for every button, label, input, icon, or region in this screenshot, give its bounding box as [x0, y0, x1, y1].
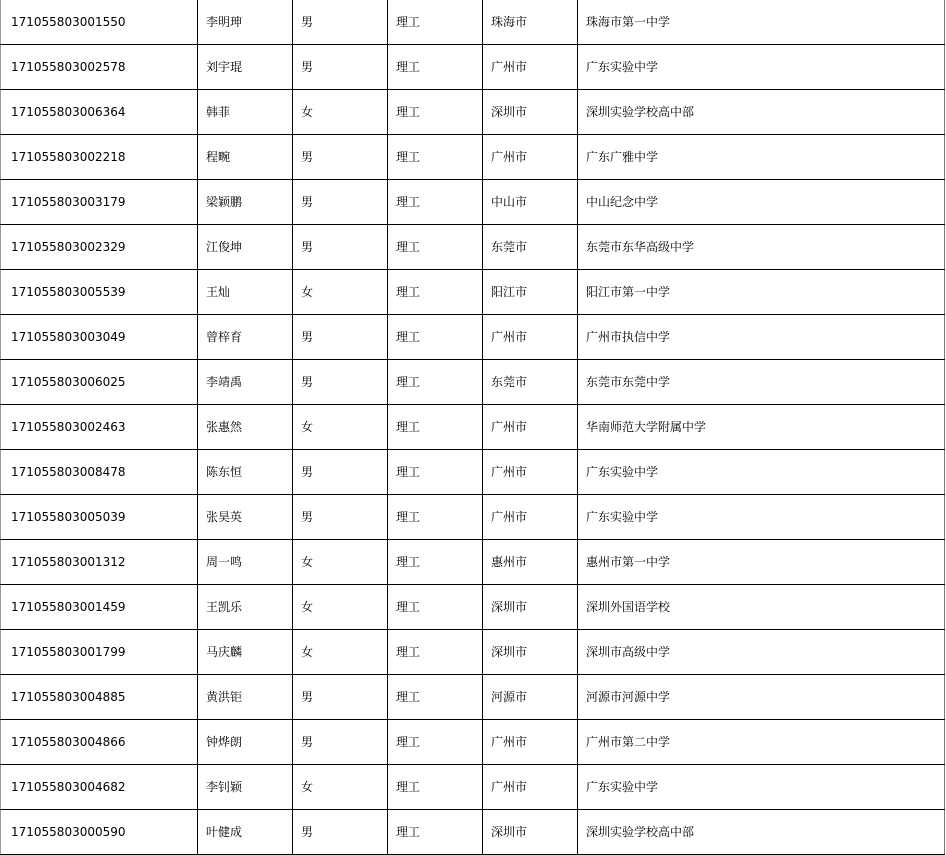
table-row — [1, 540, 945, 585]
city-cell: 广州市 — [483, 135, 578, 180]
gender-cell: 女 — [293, 540, 388, 585]
school-name-cell: 东莞市东华高级中学 — [578, 225, 945, 270]
gender-cell: 男 — [293, 180, 388, 225]
gender-cell: 男 — [293, 315, 388, 360]
subject-category-cell: 理工 — [388, 180, 483, 225]
gender-cell: 女 — [293, 270, 388, 315]
gender-cell: 女 — [293, 585, 388, 630]
subject-category-cell: 理工 — [388, 90, 483, 135]
school-name-cell: 广州市第二中学 — [578, 720, 945, 765]
school-name-cell: 河源市河源中学 — [578, 675, 945, 720]
city-cell: 广州市 — [483, 765, 578, 810]
school-name-cell: 珠海市第一中学 — [578, 0, 945, 45]
table-row — [1, 315, 945, 360]
exam-number-cell: 171055803003049 — [1, 315, 198, 360]
school-name-cell: 广东实验中学 — [578, 45, 945, 90]
school-name-cell: 广东实验中学 — [578, 495, 945, 540]
table-row — [1, 45, 945, 90]
gender-cell: 女 — [293, 630, 388, 675]
student-name-cell: 程畹 — [198, 135, 293, 180]
exam-number-cell: 171055803004682 — [1, 765, 198, 810]
gender-cell: 女 — [293, 765, 388, 810]
table-row — [1, 630, 945, 675]
table-row — [1, 585, 945, 630]
student-name-cell: 张昊英 — [198, 495, 293, 540]
city-cell: 深圳市 — [483, 810, 578, 855]
table-row — [1, 495, 945, 540]
subject-category-cell: 理工 — [388, 585, 483, 630]
exam-number-cell: 171055803000590 — [1, 810, 198, 855]
exam-number-cell: 171055803002463 — [1, 405, 198, 450]
gender-cell: 男 — [293, 495, 388, 540]
gender-cell: 女 — [293, 90, 388, 135]
gender-cell: 男 — [293, 45, 388, 90]
gender-cell: 男 — [293, 720, 388, 765]
student-name-cell: 曾梓育 — [198, 315, 293, 360]
subject-category-cell: 理工 — [388, 765, 483, 810]
subject-category-cell: 理工 — [388, 0, 483, 45]
table-row — [1, 720, 945, 765]
subject-category-cell: 理工 — [388, 450, 483, 495]
table-row — [1, 765, 945, 810]
exam-number-cell: 171055803001312 — [1, 540, 198, 585]
city-cell: 珠海市 — [483, 0, 578, 45]
school-name-cell: 广东广雅中学 — [578, 135, 945, 180]
gender-cell: 男 — [293, 225, 388, 270]
school-name-cell: 深圳实验学校高中部 — [578, 810, 945, 855]
exam-number-cell: 171055803001799 — [1, 630, 198, 675]
subject-category-cell: 理工 — [388, 225, 483, 270]
table-row — [1, 225, 945, 270]
subject-category-cell: 理工 — [388, 270, 483, 315]
exam-number-cell: 171055803004866 — [1, 720, 198, 765]
city-cell: 深圳市 — [483, 630, 578, 675]
exam-number-cell: 171055803001459 — [1, 585, 198, 630]
gender-cell: 男 — [293, 810, 388, 855]
table-row — [1, 270, 945, 315]
exam-number-cell: 171055803002329 — [1, 225, 198, 270]
subject-category-cell: 理工 — [388, 675, 483, 720]
city-cell: 广州市 — [483, 405, 578, 450]
gender-cell: 男 — [293, 675, 388, 720]
exam-number-cell: 171055803005039 — [1, 495, 198, 540]
city-cell: 河源市 — [483, 675, 578, 720]
subject-category-cell: 理工 — [388, 360, 483, 405]
subject-category-cell: 理工 — [388, 540, 483, 585]
school-name-cell: 深圳外国语学校 — [578, 585, 945, 630]
city-cell: 深圳市 — [483, 90, 578, 135]
exam-number-cell: 171055803006025 — [1, 360, 198, 405]
table-row — [1, 405, 945, 450]
school-name-cell: 中山纪念中学 — [578, 180, 945, 225]
student-name-cell: 叶健成 — [198, 810, 293, 855]
gender-cell: 女 — [293, 405, 388, 450]
exam-number-cell: 171055803003179 — [1, 180, 198, 225]
student-name-cell: 王凯乐 — [198, 585, 293, 630]
table-row — [1, 360, 945, 405]
subject-category-cell: 理工 — [388, 405, 483, 450]
school-name-cell: 深圳市高级中学 — [578, 630, 945, 675]
student-name-cell: 黄洪钜 — [198, 675, 293, 720]
school-name-cell: 广东实验中学 — [578, 765, 945, 810]
city-cell: 广州市 — [483, 45, 578, 90]
subject-category-cell: 理工 — [388, 495, 483, 540]
school-name-cell: 惠州市第一中学 — [578, 540, 945, 585]
gender-cell: 男 — [293, 450, 388, 495]
subject-category-cell: 理工 — [388, 810, 483, 855]
student-name-cell: 马庆麟 — [198, 630, 293, 675]
subject-category-cell: 理工 — [388, 315, 483, 360]
gender-cell: 男 — [293, 135, 388, 180]
student-name-cell: 张惠然 — [198, 405, 293, 450]
exam-number-cell: 171055803008478 — [1, 450, 198, 495]
school-name-cell: 广东实验中学 — [578, 450, 945, 495]
student-name-cell: 江俊坤 — [198, 225, 293, 270]
student-name-cell: 王灿 — [198, 270, 293, 315]
student-name-cell: 李钊颖 — [198, 765, 293, 810]
school-name-cell: 广州市执信中学 — [578, 315, 945, 360]
student-name-cell: 陈东恒 — [198, 450, 293, 495]
school-name-cell: 东莞市东莞中学 — [578, 360, 945, 405]
subject-category-cell: 理工 — [388, 630, 483, 675]
student-list-body — [1, 0, 945, 855]
city-cell: 东莞市 — [483, 360, 578, 405]
student-name-cell: 周一鸣 — [198, 540, 293, 585]
subject-category-cell: 理工 — [388, 45, 483, 90]
school-name-cell: 深圳实验学校高中部 — [578, 90, 945, 135]
table-row — [1, 90, 945, 135]
student-name-cell: 梁颖鹏 — [198, 180, 293, 225]
table-row — [1, 675, 945, 720]
student-name-cell: 李明珅 — [198, 0, 293, 45]
city-cell: 阳江市 — [483, 270, 578, 315]
gender-cell: 男 — [293, 0, 388, 45]
school-name-cell: 阳江市第一中学 — [578, 270, 945, 315]
city-cell: 广州市 — [483, 450, 578, 495]
subject-category-cell: 理工 — [388, 135, 483, 180]
city-cell: 广州市 — [483, 495, 578, 540]
student-name-cell: 刘宇琨 — [198, 45, 293, 90]
exam-number-cell: 171055803002578 — [1, 45, 198, 90]
gender-cell: 男 — [293, 360, 388, 405]
city-cell: 深圳市 — [483, 585, 578, 630]
subject-category-cell: 理工 — [388, 720, 483, 765]
exam-number-cell: 171055803006364 — [1, 90, 198, 135]
table-row — [1, 135, 945, 180]
school-name-cell: 华南师范大学附属中学 — [578, 405, 945, 450]
table-row — [1, 450, 945, 495]
table-row — [1, 810, 945, 855]
exam-number-cell: 171055803001550 — [1, 0, 198, 45]
table-row — [1, 0, 945, 45]
exam-number-cell: 171055803002218 — [1, 135, 198, 180]
city-cell: 东莞市 — [483, 225, 578, 270]
city-cell: 中山市 — [483, 180, 578, 225]
city-cell: 惠州市 — [483, 540, 578, 585]
student-name-cell: 李靖禹 — [198, 360, 293, 405]
exam-number-cell: 171055803005539 — [1, 270, 198, 315]
city-cell: 广州市 — [483, 315, 578, 360]
city-cell: 广州市 — [483, 720, 578, 765]
table-row — [1, 180, 945, 225]
student-name-cell: 韩菲 — [198, 90, 293, 135]
exam-number-cell: 171055803004885 — [1, 675, 198, 720]
student-name-cell: 钟烨朗 — [198, 720, 293, 765]
